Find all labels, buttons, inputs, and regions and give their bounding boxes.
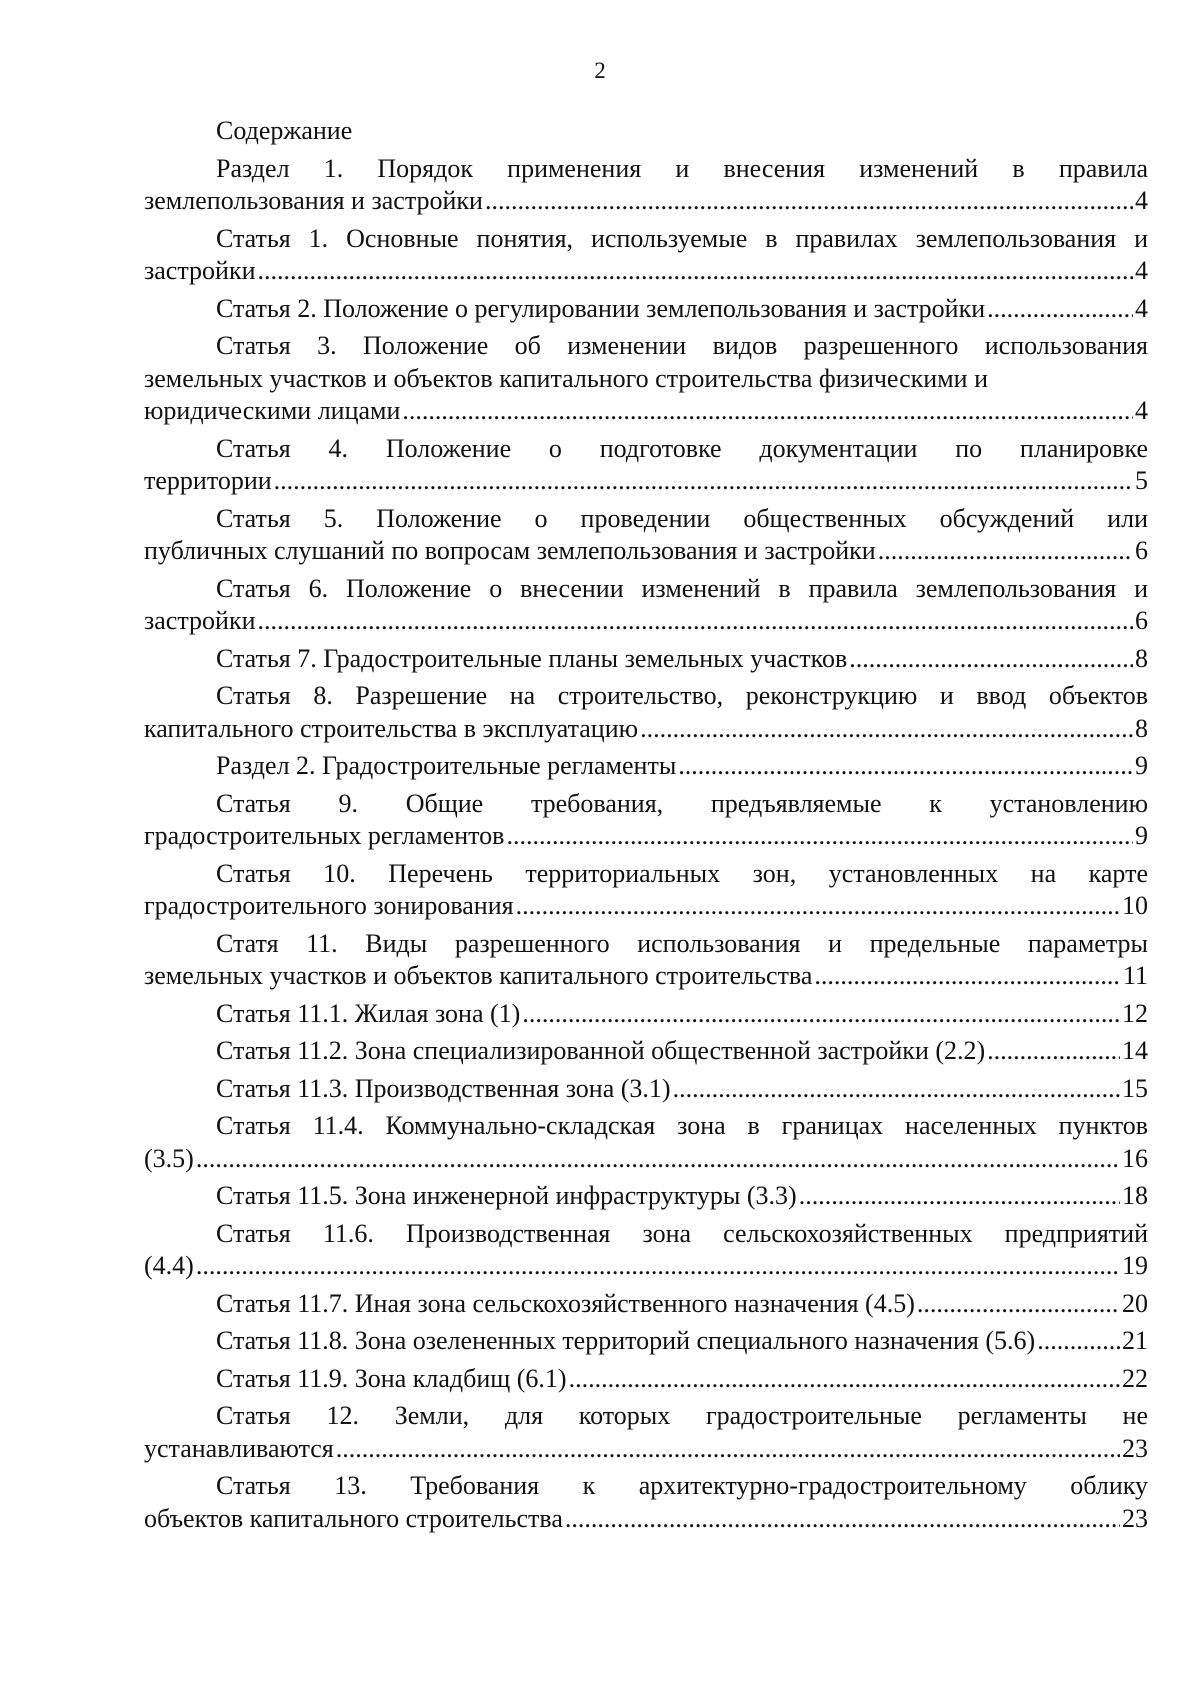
toc-entry-text: Статья 8. Разрешение на строительство, реконструкцию и ввод объектов [216,681,1148,710]
dot-leader [522,998,1120,1031]
toc-entry-last-line [144,1363,1148,1396]
toc-entry-last-line [144,713,1148,746]
toc-entry [144,503,1148,568]
toc-entry-text: Статья 7. Градостроительные планы земельных участков [216,643,848,673]
toc-page-number: 9 [1135,821,1148,850]
toc-page-number: 11 [1122,961,1148,990]
toc-entry [144,1073,1148,1106]
toc-entry [144,293,1148,326]
dot-leader [485,185,1133,218]
dot-leader [336,1433,1120,1466]
toc-entry-text: Статья 11.5. Зона инженерной инфраструктуры (3.3) [216,1181,797,1210]
dot-leader [799,1180,1120,1213]
toc-entry-last-line [144,890,1148,923]
toc-entry-last-line [144,293,1148,326]
toc-heading: Содержание [216,116,353,145]
toc-entry-last-line [144,535,1148,568]
toc-entry [144,1218,1148,1283]
dot-leader [402,395,1133,428]
toc-page-number: 21 [1122,1326,1148,1355]
toc-entry-text: (4.4) [144,1251,194,1280]
toc-entry [144,1363,1148,1396]
toc-page-number: 4 [1135,396,1148,425]
toc-entry-last-line [144,1433,1148,1466]
toc-entry [144,750,1148,783]
dot-leader [678,750,1133,783]
toc-entry-text: Статья 4. Положение о подготовке документации по планировке [216,433,1148,463]
toc-entries [144,153,1148,1536]
toc-entry-last-line [144,1073,1148,1106]
toc-entry-last-line [144,185,1148,218]
toc-entry [144,153,1148,218]
toc-page-number: 6 [1135,606,1148,635]
toc-entry [144,330,1148,428]
toc-entry-text: землепользования и застройки [144,186,483,215]
toc-entry [144,1288,1148,1321]
toc-entry [144,1325,1148,1358]
toc-entry-text: Статья 11.8. Зона озелененных территорий специального назначения (5.6) [216,1326,1036,1355]
toc-entry-text: Статья 11.4. Коммунально-складская зона в границах населенных пунктов [216,1111,1148,1140]
toc-entry-text: застройки [144,606,256,635]
dot-leader [274,465,1133,498]
dot-leader [878,535,1133,568]
toc-entry-last-line [144,998,1148,1031]
toc-entry-last-line [144,1250,1148,1283]
toc-page-number: 4 [1135,256,1148,285]
dot-leader [258,605,1134,638]
toc-page-number: 20 [1122,1288,1148,1318]
toc-entry [144,1180,1148,1213]
toc-entry-text: Статья 13. Требования к архитектурно-градостроительному облику [216,1471,1148,1500]
toc-entry-last-line [144,820,1148,853]
toc-entry-last-line [144,643,1148,676]
toc-page-number: 5 [1135,466,1148,495]
dot-leader [196,1250,1120,1283]
toc-entry [144,1400,1148,1465]
dot-leader [516,890,1120,923]
page-number: 2 [594,58,606,83]
toc-entry-text: Статья 11.6. Производственная зона сельскохозяйственных предприятий [216,1218,1148,1248]
toc-entry-text: Статья 2. Положение о регулировании землепользования и застройки [216,293,986,323]
toc-page-number: 23 [1122,1433,1148,1463]
toc-entry-text: градостроительных регламентов [144,821,505,850]
dot-leader [258,255,1134,288]
toc-page-number: 16 [1122,1143,1148,1173]
toc-entry [144,788,1148,853]
toc-entry [144,1035,1148,1068]
toc-entry-last-line [144,1503,1148,1536]
toc-entry-text: Статья 11.9. Зона кладбищ (6.1) [216,1363,567,1393]
toc-entry-last-line [144,1288,1148,1321]
toc-entry-text: Статья 3. Положение об изменении видов разрешенного использования [216,331,1148,360]
toc-page-number: 15 [1122,1073,1148,1103]
toc-page-number: 18 [1122,1181,1148,1210]
toc-entry-text: Раздел 2. Градостроительные регламенты [216,751,677,780]
toc-entry-text: Статья 10. Перечень территориальных зон, установленных на карте [216,858,1148,888]
toc-entry [144,680,1148,745]
dot-leader [569,1363,1120,1396]
toc-entry-text: устанавливаются [144,1433,334,1463]
toc-page-number: 8 [1135,643,1148,673]
toc-entry-last-line [144,960,1148,993]
toc-page-number: 4 [1135,186,1148,215]
toc-entry-text: Статья 11.7. Иная зона сельскохозяйственного назначения (4.5) [216,1288,915,1318]
toc-entry-last-line [144,1180,1148,1213]
toc-entry-last-line [144,1035,1148,1068]
toc-entry-last-line [144,1143,1148,1176]
toc-page-number: 23 [1122,1503,1148,1533]
toc-entry-last-line [144,255,1148,288]
table-of-contents [144,115,1148,1540]
toc-page-number: 12 [1122,998,1148,1028]
toc-entry-text: Статья 9. Общие требования, предъявляемые к установлению [216,788,1148,818]
toc-entry [144,223,1148,288]
toc-entry-text: Статья 11.3. Производственная зона (3.1) [216,1073,671,1103]
toc-entry-text: Раздел 1. Порядок применения и внесения изменений в правила [216,153,1148,183]
dot-leader [987,1035,1120,1068]
dot-leader [506,820,1133,853]
toc-entry [144,1110,1148,1175]
toc-entry [144,573,1148,638]
toc-entry-last-line [144,465,1148,498]
toc-page-number: 6 [1135,536,1148,565]
toc-entry-text: публичных слушаний по вопросам землепользования и застройки [144,536,876,565]
dot-leader [987,293,1133,326]
toc-page-number: 14 [1122,1036,1148,1065]
dot-leader [196,1143,1120,1176]
toc-page-number: 8 [1135,713,1148,743]
toc-page-number: 22 [1122,1363,1148,1393]
dot-leader [565,1503,1120,1536]
toc-entry [144,433,1148,498]
toc-page-number: 10 [1122,891,1148,920]
toc-entry-text: юридическими лицами [144,396,401,425]
toc-entry [144,998,1148,1031]
dot-leader [917,1288,1120,1321]
toc-entry-last-line [144,605,1148,638]
toc-entry-text: территории [144,466,272,495]
toc-entry-text: застройки [144,256,256,285]
toc-entry-text: Статья 12. Земли, для которых градостроительные регламенты не [216,1401,1148,1430]
toc-entry-text: объектов капитального строительства [144,1503,563,1533]
toc-entry-last-line [144,395,1148,428]
toc-entry-text: капитального строительства в эксплуатацию [144,713,639,743]
toc-entry-text: Статья 11.1. Жилая зона (1) [216,998,521,1028]
toc-entry [144,1470,1148,1535]
toc-page-number: 19 [1122,1251,1148,1280]
toc-entry-text: земельных участков и объектов капитального строительства физическими и [144,363,988,393]
dot-leader [849,643,1133,676]
toc-entry [144,858,1148,923]
toc-entry-text: (3.5) [144,1143,194,1173]
dot-leader [814,960,1121,993]
toc-page-number: 4 [1135,293,1148,323]
toc-entry [144,643,1148,676]
toc-entry-last-line [144,1325,1148,1358]
toc-entry-text: Статя 11. Виды разрешенного использования и предельные параметры [216,928,1148,958]
toc-entry-text: Статья 11.2. Зона специализированной общественной застройки (2.2) [216,1036,986,1065]
toc-page-number: 9 [1135,751,1148,780]
toc-entry-text: Статья 6. Положение о внесении изменений в правила землепользования и [216,573,1148,603]
toc-entry-text: Статья 5. Положение о проведении общественных обсуждений или [216,503,1148,533]
dot-leader [640,713,1133,746]
toc-entry-text: Статья 1. Основные понятия, используемые в правилах землепользования и [216,223,1148,253]
toc-entry [144,928,1148,993]
toc-entry-text: земельных участков и объектов капитального строительства [144,961,813,990]
toc-entry-text: градостроительного зонирования [144,891,514,920]
toc-entry-last-line [144,750,1148,783]
dot-leader [673,1073,1120,1106]
dot-leader [1037,1325,1120,1358]
